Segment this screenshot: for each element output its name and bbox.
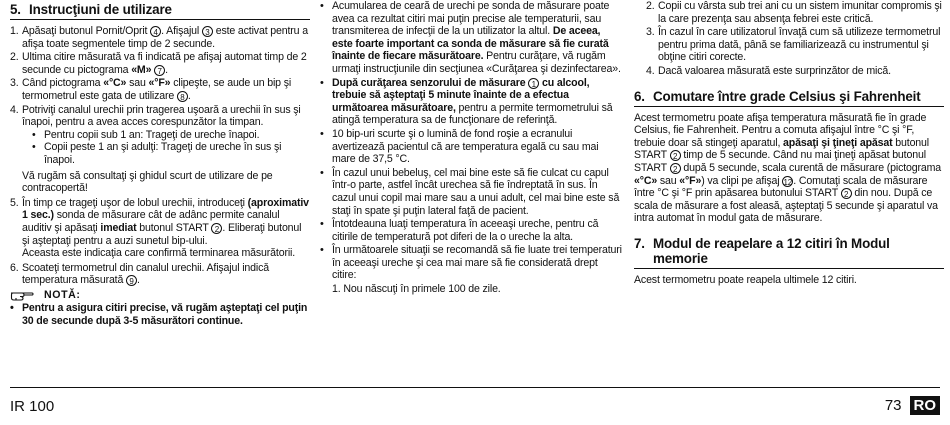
step-4-note: Vă rugăm să consultaţi şi ghidul scurt de utilizare de pe contracopertă!	[22, 169, 273, 195]
section-5-heading: 5. Instrucţiuni de utilizare	[10, 2, 310, 20]
column-2	[320, 0, 622, 298]
section-6-body: Acest termometru poate afişa temperatura măsurată fie în grade Celsius, fie Fahrenheit. Pentru a comuta afişajul între °C şi °F, trebuie doar să stingeţi aparatul, apăsaţi şi ţineţi apăsat butonul START 2 timp de 5 secunde. Când nu mai ţineţi apăsat butonul START 2 după 5 secunde, scala curentă de măsurare (pictograma «°C» sau «°F») va clipi pe afişaj 12. Comutaţi scala de măsurare între °C şi °F prin apăsarea butonului START 2 din nou. După ce scala de măsurare a fost aleasă, aşteptaţi 5 secunde şi aparatul va intra automat în modul gata de măsurare.	[634, 111, 942, 225]
section-6-heading: 6. Comutare între grade Celsius şi Fahrenheit	[634, 89, 944, 107]
section-7-heading: 7. Modul de reapelare a 12 citiri în Modul memorie	[634, 236, 944, 269]
note-bullet: • Pentru a asigura citiri precise, vă rugăm aşteptaţi cel puţin 30 de secunde după 3-5 măsurători continue.	[10, 302, 308, 328]
step-4: 4. Potriviţi canalul urechii prin tragerea uşoară a urechii în sus şi înapoi, pentru a avea acces corespunzător la timpan. • Pentru copii sub 1 an: Trageţi de ureche înapoi. • Copii peste 1 an şi adulţi: Trageţi de ureche în sus şi înapoi. Vă rugăm să consultaţi şi ghidul scurt de utilizare de pe contracopertă!	[10, 104, 310, 196]
bullet-three-readings: • În următoarele situaţii se recomandă să fie luate trei temperaturi în aceeaşi ureche şi cea mai mare să fie considerată drept citire: 1. Nou născuţi în primele 100 de zile.	[320, 244, 622, 296]
step-5: 5. În timp ce trageţi uşor de lobul urechii, introduceţi (aproximativ 1 sec.) sonda de măsurare cât de adânc permite canalul auditiv şi apăsaţi imediat butonul START 2 . Eliberaţi butonul şi aşteptaţi pentru a auzi sunetul bip-ului. Aceasta este indicaţia care confirmă terminarea măsurătorii.	[10, 196, 309, 260]
step-4-bullet: • Copii peste 1 an şi adulţi: Trageţi de ureche în sus şi înapoi.	[32, 141, 282, 166]
bullet-cleaning-wait: • După curăţarea senzorului de măsurare 1 cu alcool, trebuie să aşteptaţi 5 minute înainte de a efectua următoarea măsurătoare, pentru a permite termometrului să atingă temperatura sa de funcţionare de referinţă.	[320, 76, 613, 127]
case-1: 1. Nou născuţi în primele 100 de zile.	[332, 283, 501, 296]
step-6: 6. Scoateţi termometrul din canalul urechii. Afişajul indică temperatura măsurată 9 .	[10, 261, 270, 287]
page-number: 73	[884, 397, 902, 414]
callout-marker: 1	[528, 78, 539, 89]
callout-marker: 12	[783, 177, 793, 187]
step-4-bullet: • Pentru copii sub 1 an: Trageţi de ureche înapoi.	[32, 128, 260, 141]
step-5-confirm: Aceasta este indicaţia care confirmă terminarea măsurătorii.	[22, 247, 296, 260]
callout-marker: 4	[150, 26, 161, 37]
callout-marker: 7	[154, 65, 165, 76]
callout-marker: 3	[202, 26, 213, 37]
step-2: 2. Ultima citire măsurată va fi indicată pe afişaj automat timp de 2 secunde cu pictograma «M» 7 .	[10, 51, 307, 76]
bullet-earwax: • Acumularea de ceară de urechi pe sonda de măsurare poate avea ca rezultat citiri mai puţin precise ale temperaturii, sau transmiterea de infecţii de la un utilizator la altul. De aceea, este foarte important ca sonda de măsurare să fie curată înainte de fiecare măsurătoare. Pentru curăţare, vă rugăm urmaţi instrucţiunile din secţiunea «Curăţarea şi dezinfectarea».	[320, 0, 621, 75]
case-4: 4. Dacă valoarea măsurată este surprinzător de mică.	[646, 64, 891, 77]
column-1	[10, 0, 310, 329]
callout-marker: 2	[670, 163, 681, 174]
callout-marker: 2	[211, 223, 222, 234]
case-2: 2. Copii cu vârsta sub trei ani cu un sistem imunitar compromis şi la care prezenţa sau absenţa febrei este critică.	[646, 0, 942, 25]
note-heading: NOTĂ:	[10, 289, 310, 302]
language-badge: RO	[910, 396, 941, 415]
column-3	[634, 0, 944, 288]
step-1: 1. Apăsaţi butonul Pornit/Oprit 4 . Afişajul 3 este activat pentru a afişa toate segmentele timp de 2 secunde.	[10, 25, 308, 50]
footer-page	[885, 396, 940, 415]
pointing-hand-icon	[10, 289, 34, 301]
callout-marker: 2	[841, 188, 852, 199]
callout-marker: 8	[177, 91, 188, 102]
section-7-body: Acest termometru poate reapela ultimele 12 citiri.	[634, 273, 857, 286]
footer-model: IR 100	[10, 398, 55, 415]
bullet-same-ear: • Întotdeauna luaţi temperatura în aceeaşi ureche, pentru că citirile de temperatură pot diferi de la o ureche la alta.	[320, 218, 599, 243]
bullet-fever-alert: • 10 bip-uri scurte şi o lumină de fond roşie a ecranului avertizează pacientul că are temperatura egală cu sau mai mare de 37,5 °C.	[320, 127, 599, 166]
callout-marker: 9	[126, 275, 137, 286]
footer-rule	[10, 387, 940, 388]
bullet-positioning: • În cazul unui bebeluş, cel mai bine este să fie culcat cu capul într-o parte, astfel încât urechea să fie îndreptată în sus. În cazul unui copil mai mare sau a unui adult, cel mai bine este să staţi în spate şi puţin lateral faţă de pacient.	[320, 166, 620, 217]
callout-marker: 2	[670, 150, 681, 161]
case-3: 3. În cazul în care utilizatorul învaţă cum să utilizeze termometrul pentru prima dată, până se familiarizează cu instrumentul şi obţine citiri corecte.	[646, 26, 941, 64]
step-3: 3. Când pictograma «°C» sau «°F» clipeşte, se aude un bip şi termometrul este gata de utilizare 8 .	[10, 77, 292, 102]
